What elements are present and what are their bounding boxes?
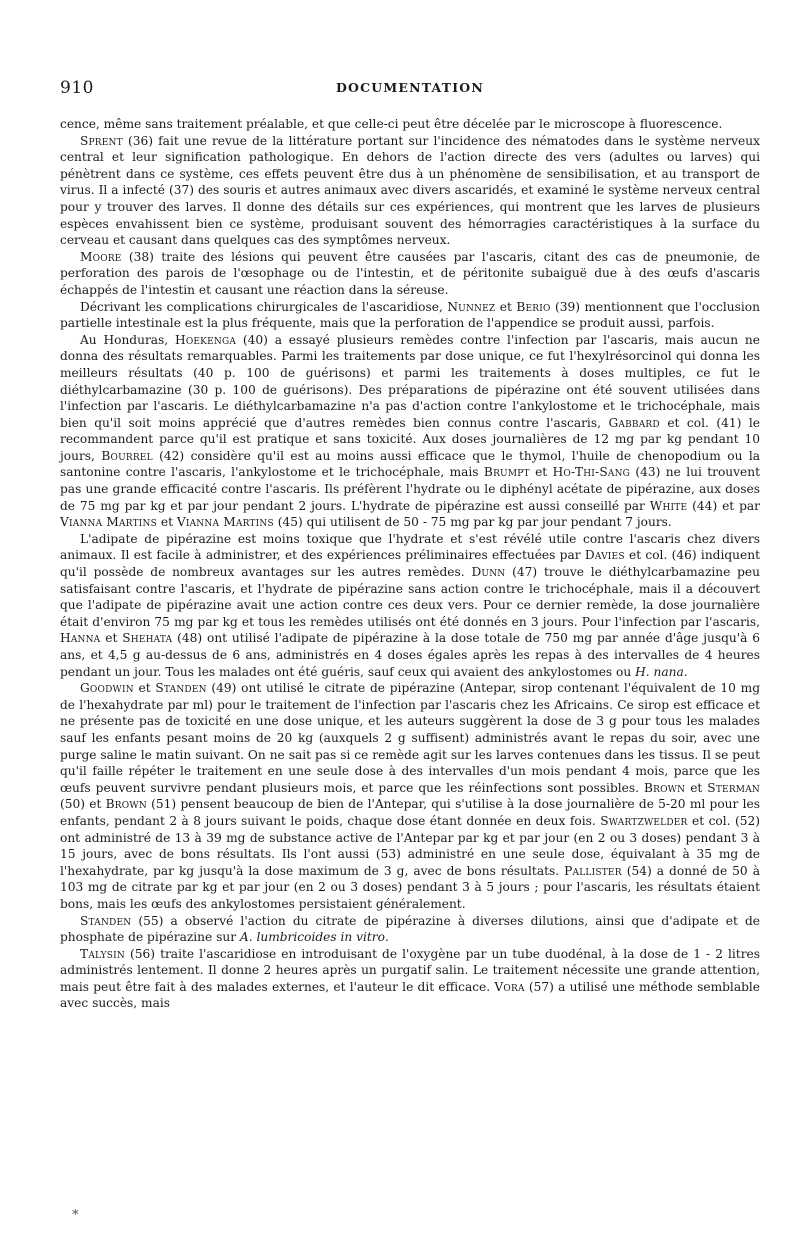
paragraph xyxy=(60,116,760,133)
running-title: DOCUMENTATION xyxy=(335,80,485,95)
species-name: A. lumbricoides in vitro xyxy=(239,930,385,945)
text-run: (39) mentionnent que l'occlusion partielle intestinale est la plus fréquente, mais que la perforation de l'appendice se produit aussi, parfois. xyxy=(60,299,760,331)
text-run: et col. (46) indiquent qu'il possède de nombreux avantages sur les autres remèdes. xyxy=(60,548,760,580)
author-name: Brown xyxy=(105,797,147,812)
text-run: et xyxy=(156,515,177,530)
author-name: Talysin xyxy=(80,946,125,961)
text-run: (45) qui utilisent de 50 - 75 mg par kg par jour pendant 7 jours. xyxy=(273,515,672,530)
text-run: et xyxy=(100,631,123,646)
author-name: Hanna xyxy=(60,631,101,646)
text-run: et xyxy=(529,465,553,480)
species-name: H. nana xyxy=(635,664,684,679)
body-text xyxy=(60,116,760,1012)
text-run: (38) traite des lésions qui peuvent être causées par l'ascaris, citant des cas de pneumonie, de perforation des parois de l'œsophage ou de l'intestin, et de péritonite subaiguë due à des œufs d'ascaris échappés de l'intestin et causant une réaction dans la séreuse. xyxy=(60,249,760,297)
paragraph xyxy=(60,680,760,912)
text-run: et xyxy=(495,299,517,314)
author-name: Standen xyxy=(155,681,207,696)
author-name: Sprent xyxy=(80,133,123,148)
paragraph xyxy=(60,299,760,332)
text-run: (51) pensent beaucoup de bien de l'Antepar, qui s'utilise à la dose journalière de 5-20 ml pour les enfants, pendant 2 à 8 jours suivant le poids, chaque dose étant donnée en deux fois. xyxy=(60,797,760,828)
page-header xyxy=(60,78,760,100)
author-name: Nunnez xyxy=(447,299,496,314)
text-run: (54) a donné de 50 à 103 mg de citrate par kg et par jour (en 2 ou 3 doses) pendant 3 à 5 jours ; pour l'ascaris, les résultats étaient bons, mais les œufs des ankylostomes persistaient généralement. xyxy=(60,863,760,911)
author-name: Pallister xyxy=(564,863,622,878)
text-run: et xyxy=(685,780,708,795)
text-run: (40) a essayé plusieurs remèdes contre l'infection par l'ascaris, mais aucun ne donna des résultats remarquables. Parmi les traitements par dose unique, ce fut l'hexylrésorcinol qui donna les meilleurs résultats (40 p. 100 de guérisons) et parmi les traitements à doses multiples, ce fut le diéthylcarbamazine (30 p. 100 de guérisons). Des préparations de pipérazine ont été souvent utilisées dans l'infection par l'ascaris. Le diéthylcarbamazine n'a pas d'action contre l'ankylostome et le trichocéphale, mais bien qu'il soit moins apprécié que d'autres remèdes bien connus contre l'ascaris, xyxy=(60,332,760,430)
author-name: White xyxy=(649,498,688,513)
author-name: Bourrel xyxy=(101,448,153,463)
text-run: (43) ne lui trouvent pas une grande efficacité contre l'ascaris. Ils préfèrent l'hydrate ou le diphényl acétate de pipérazine, aux doses de 75 mg par kg et par jour pendant 2 jours. L'hydrate de pipérazine est aussi conseillé par xyxy=(60,465,761,513)
text-run: (47) trouve le diéthylcarbamazine peu satisfaisant contre l'ascaris, et l'hydrate de pipérazine sans action contre le trichocéphale, mais il a découvert que l'adipate de pipérazine avait une action contre ces deux vers. Pour ce dernier remède, la dose journalière était d'environ 75 mg par kg et tous les remèdes utilisés ont été donnés en 3 jours. Pour l'infection par l'ascaris, xyxy=(60,565,760,629)
text-run: L'adipate de pipérazine est moins toxique que l'hydrate et s'est révélé utile contre l'ascaris chez divers animaux. Il est facile à administrer, et des expériences préliminaires effectuées par xyxy=(60,531,760,563)
text-run: Au Honduras, xyxy=(80,332,175,347)
author-name: Brumpt xyxy=(483,465,530,480)
author-name: Hoekenga xyxy=(175,332,237,347)
author-name: Davies xyxy=(584,548,625,563)
paragraph xyxy=(60,133,760,249)
text-run: et xyxy=(133,681,156,696)
text-run: et col. (41) le recommandent parce qu'il est pratique et sans toxicité. Aux doses journalières de 12 mg par kg pendant 10 jours, xyxy=(60,415,760,463)
author-name: Vianna Martins xyxy=(60,515,157,530)
text-run: (42) considère qu'il est au moins aussi efficace que le thymol, l'huile de chenopodium ou la santonine contre l'ascaris, l'ankylostome et le trichocéphale, mais xyxy=(60,448,760,480)
author-name: Brown xyxy=(643,780,686,795)
text-run: (57) a utilisé une méthode semblable avec succès, mais xyxy=(60,979,760,1011)
text-run: . xyxy=(384,930,389,945)
paragraph xyxy=(60,946,760,1012)
author-name: Gabbard xyxy=(608,415,660,430)
author-name: Standen xyxy=(80,913,132,928)
paragraph xyxy=(60,249,760,299)
text-run: Décrivant les complications chirurgicales de l'ascaridiose, xyxy=(80,299,448,314)
paragraph xyxy=(60,332,760,531)
text-run: (48) ont utilisé l'adipate de pipérazine à la dose totale de 750 mg par année d'âge jusqu'à 6 ans, et 4,5 g au-dessus de 6 ans, administrés en 4 doses égales après les repas à des intervalles de 4 heures pendant un jour. Tous les malades ont été guéris, sauf ceux qui avaient des ankylostomes ou xyxy=(60,631,761,679)
text-run: cence, même sans traitement préalable, et que celle-ci peut être décelée par le microscope à fluorescence. xyxy=(60,117,723,131)
author-name: Vora xyxy=(494,979,525,994)
text-run: et col. (52) ont administré de 13 à 39 mg de substance active de l'Antepar par kg et par jour (en 2 ou 3 doses) pendant 3 à 15 jours, avec de bons résultats. Ils l'ont aussi (53) administré en une seule dose, équivalant à 35 mg de l'hexahydrate, par kg jusqu'à la dose maximum de 3 g, avec de bons résultats. xyxy=(60,813,760,878)
text-run: (56) traite l'ascaridiose en introduisant de l'oxygène par un tube duodénal, à la dose de 1 - 2 litres administrés lentement. Il donne 2 heures après un purgatif salin. Le traitement nécessite une grande attention, mais peut être fait à des malades externes, et l'auteur le dit efficace. xyxy=(60,946,760,994)
page-number: 910 xyxy=(60,78,94,98)
paragraph xyxy=(60,531,760,680)
paragraph xyxy=(60,913,760,946)
text-run: (36) fait une revue de la littérature portant sur l'incidence des nématodes dans le système nerveux central et leur signification pathologique. En dehors de l'action directe des vers (adultes ou larves) qui pénètrent dans ce système, ces effets peuvent être dus à un phénomène de sensibilisation, et au transport de virus. Il a infecté (37) des souris et autres animaux avec divers ascaridés, et examiné le système nerveux central pour y trouver des larves. Il donne des détails sur ces expériences, qui montrent que les larves de plusieurs espèces envahissent bien ce système, produisant souvent des hémorragies caractéristiques à la surface du cerveau et causant dans quelques cas des symptômes nerveux. xyxy=(60,133,760,248)
author-name: Moore xyxy=(80,249,122,264)
author-name: Goodwin xyxy=(80,681,134,696)
author-name: Sterman xyxy=(707,780,760,795)
author-name: Swartzwelder xyxy=(600,813,688,828)
footer-mark: * xyxy=(72,1208,79,1223)
text-run: (55) a observé l'action du citrate de pipérazine à diverses dilutions, ainsi que d'adipate et de phosphate de pipérazine sur xyxy=(60,913,760,945)
text-run: (50) et xyxy=(60,797,106,812)
author-name: Shehata xyxy=(122,631,173,646)
author-name: Vianna Martins xyxy=(176,515,274,530)
text-run: (44) et par xyxy=(687,498,760,513)
author-name: Berio xyxy=(516,299,551,314)
author-name: Dunn xyxy=(471,565,506,580)
text-run: . xyxy=(683,664,688,679)
text-run: (49) ont utilisé le citrate de pipérazine (Antepar, sirop contenant l'équivalent de 10 mg de l'hexahydrate par ml) pour le traitement de l'infection par l'ascaris chez les Africains. Ce sirop est efficace et ne présente pas de toxicité en une dose unique, et les auteurs suggèrent la dose de 3 g pour tous les malades sauf les enfants pesant moins de 20 kg (auxquels 2 g suffisent) administrés avant le repas du soir, avec une purge saline le matin suivant. On ne sait pas si ce remède agit sur les larves contenues dans les tissus. Il se peut qu'il faille répéter le traitement en une seule dose à des intervalles d'un mois pendant 4 mois, parce que les œufs peuvent survivre pendant plusieurs mois, et parce que les réinfections sont possibles. xyxy=(60,681,761,795)
author-name: Ho-Thi-Sang xyxy=(552,465,631,480)
